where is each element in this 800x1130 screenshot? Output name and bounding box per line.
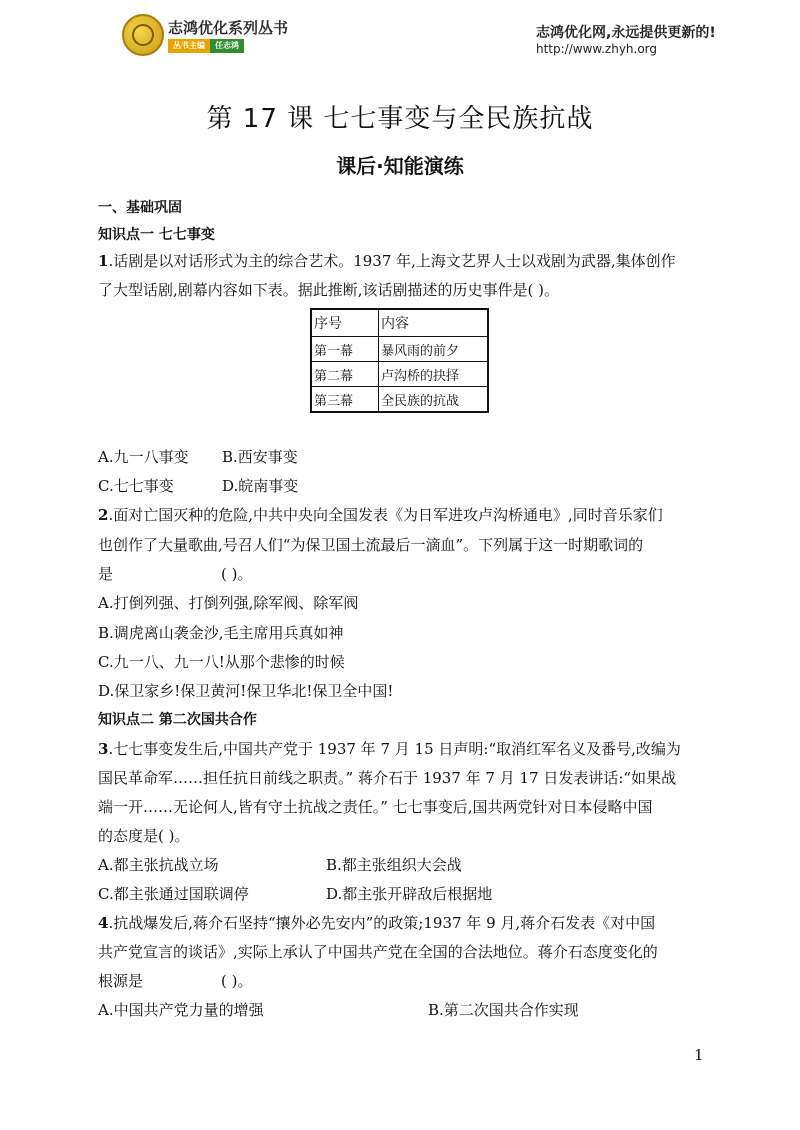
q1-text-1: .话剧是以对话形式为主的综合艺术。1937 年,上海文艺界人士以戏剧为武器,集体创作 <box>108 252 676 270</box>
q3-line-2: 国民革命军……担任抗日前线之职责。” 蒋介石于 1937 年 7 月 17 日发表讲话:“如果战 <box>98 769 677 787</box>
series-title: 志鸿优化系列丛书 <box>168 19 289 37</box>
header-url[interactable]: http://www.zhyh.org <box>536 42 658 56</box>
q4-line-3b: ( )。 <box>221 972 253 990</box>
q4-option-b: B.第二次国共合作实现 <box>428 1001 579 1019</box>
q3-line-1 <box>98 738 681 759</box>
q3-number: 3 <box>98 740 109 758</box>
table-cell: 暴风雨的前夕 <box>379 337 489 362</box>
q4-line-1 <box>98 912 655 933</box>
q3-line-3: 端一开……无论何人,皆有守土抗战之责任。” 七七事变后,国共两党针对日本侵略中国 <box>98 798 653 816</box>
q2-option-b: B.调虎离山袭金沙,毛主席用兵真如神 <box>98 624 344 642</box>
q2-number: 2 <box>98 506 109 524</box>
lesson-subtitle: 课后·知能演练 <box>336 154 464 178</box>
q4-text-1: .抗战爆发后,蒋介石坚持“攘外必先安内”的政策;1937 年 9 月,蒋介石发表《对中国 <box>108 914 656 932</box>
q2-text-1: .面对亡国灭种的危险,中共中央向全国发表《为日军进攻卢沟桥通电》,同时音乐家们 <box>108 506 663 524</box>
header-slogan: 志鸿优化网,永远提供更新的! <box>536 25 716 41</box>
table-header-cell: 序号 <box>311 309 379 337</box>
drama-table <box>310 308 489 413</box>
q1-line-1 <box>98 250 676 271</box>
q4-option-a: A.中国共产党力量的增强 <box>98 1001 264 1019</box>
q3-option-d: D.都主张开辟敌后根据地 <box>326 885 493 903</box>
q1-number: 1 <box>98 252 109 270</box>
q1-line-2: 了大型话剧,剧幕内容如下表。据此推断,该话剧描述的历史事件是( )。 <box>98 281 560 299</box>
q2-option-d: D.保卫家乡!保卫黄河!保卫华北!保卫全中国! <box>98 682 394 700</box>
table-cell: 卢沟桥的抉择 <box>379 362 489 387</box>
q4-number: 4 <box>98 914 109 932</box>
q3-option-b: B.都主张组织大会战 <box>326 856 462 874</box>
knowledge-point-2: 知识点二 第二次国共合作 <box>98 712 257 728</box>
q3-option-c: C.都主张通过国联调停 <box>98 885 249 903</box>
q3-option-a: A.都主张抗战立场 <box>98 856 219 874</box>
q2-line-1 <box>98 504 663 525</box>
q4-line-2: 共产党宣言的谈话》,实际上承认了中国共产党在全国的合法地位。蒋介石态度变化的 <box>98 943 658 961</box>
table-cell: 第三幕 <box>311 387 379 413</box>
table-cell: 第二幕 <box>311 362 379 387</box>
series-logo-icon <box>122 14 164 56</box>
q3-text-1: .七七事变发生后,中国共产党于 1937 年 7 月 15 日声明:“取消红军名义及番号,改编为 <box>108 740 681 758</box>
q1-option-d: D.皖南事变 <box>222 477 299 495</box>
q1-option-a: A.九一八事变 <box>98 448 189 466</box>
table-cell: 全民族的抗战 <box>379 387 489 413</box>
table-header-cell: 内容 <box>379 309 489 337</box>
table-row <box>311 387 488 413</box>
table-cell: 第一幕 <box>311 337 379 362</box>
table-row <box>311 337 488 362</box>
table-header-row <box>311 309 488 337</box>
q1-option-b: B.西安事变 <box>222 448 298 466</box>
editor-tag <box>168 39 244 53</box>
editor-name: 任志鸿 <box>210 39 244 53</box>
q2-option-c: C.九一八、九一八!从那个悲惨的时候 <box>98 653 345 671</box>
section-heading: 一、基础巩固 <box>98 200 182 216</box>
page-header <box>0 0 800 80</box>
q2-option-a: A.打倒列强、打倒列强,除军阀、除军阀 <box>98 594 359 612</box>
q2-line-3a: 是 <box>98 565 114 583</box>
q4-line-3a: 根源是 <box>98 972 144 990</box>
editor-label: 丛书主编 <box>168 39 210 53</box>
lesson-title: 第 17 课 七七事变与全民族抗战 <box>206 104 594 134</box>
knowledge-point-1: 知识点一 七七事变 <box>98 227 215 243</box>
page-number: 1 <box>694 1046 704 1064</box>
table-row <box>311 362 488 387</box>
q3-line-4: 的态度是( )。 <box>98 827 190 845</box>
q2-line-3b: ( )。 <box>221 565 253 583</box>
q1-option-c: C.七七事变 <box>98 477 174 495</box>
q2-line-2: 也创作了大量歌曲,号召人们“为保卫国土流最后一滴血”。下列属于这一时期歌词的 <box>98 536 644 554</box>
